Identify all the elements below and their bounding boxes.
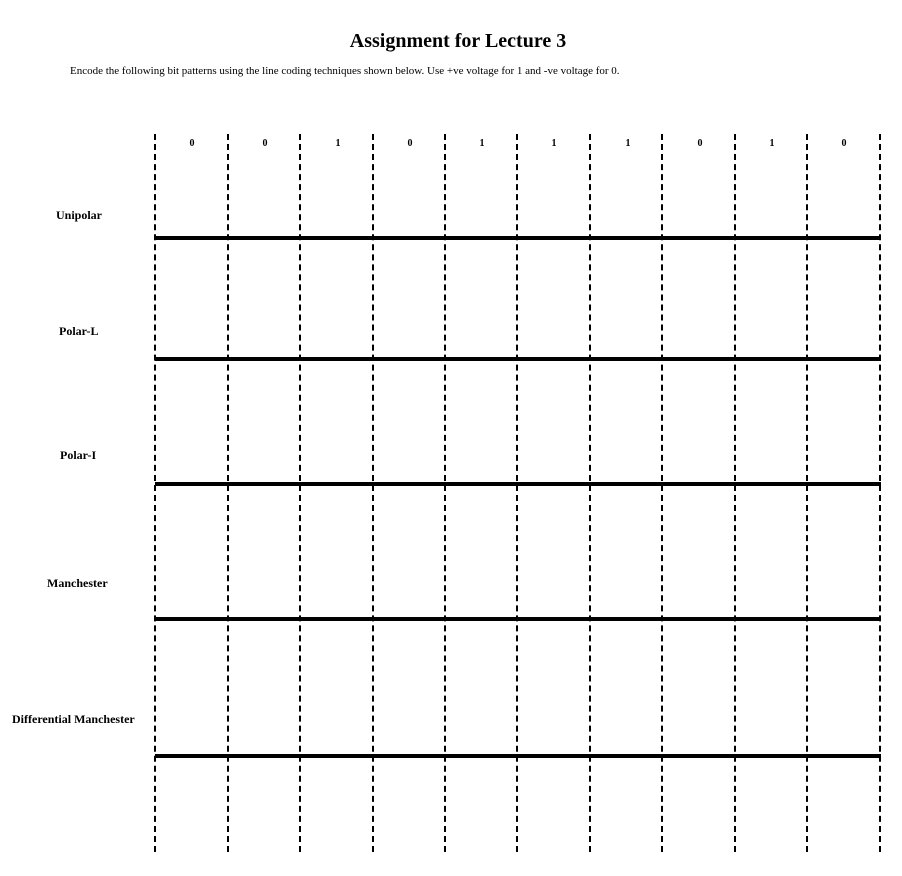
encoding-baseline-differential-manchester bbox=[155, 754, 881, 758]
bit-boundary-line bbox=[734, 134, 736, 852]
bit-value: 0 bbox=[841, 138, 847, 149]
encoding-label-unipolar: Unipolar bbox=[56, 208, 103, 222]
bit-value: 1 bbox=[769, 138, 775, 149]
bit-value: 1 bbox=[625, 138, 631, 149]
encoding-label-differential-manchester: Differential Manchester bbox=[12, 712, 135, 726]
bit-value: 1 bbox=[479, 138, 485, 149]
encoding-baseline-unipolar bbox=[155, 236, 879, 240]
bit-boundary-line bbox=[444, 134, 446, 852]
bit-boundary-line bbox=[661, 134, 663, 852]
bit-value: 0 bbox=[697, 138, 703, 149]
bit-boundary-line bbox=[516, 134, 518, 852]
bit-boundary-line bbox=[879, 134, 881, 852]
bit-value: 0 bbox=[407, 138, 413, 149]
bit-boundary-line bbox=[806, 134, 808, 852]
bit-value: 0 bbox=[189, 138, 195, 149]
bit-boundary-line bbox=[372, 134, 374, 852]
bit-boundary-line bbox=[589, 134, 591, 852]
encoding-label-polar-l: Polar-L bbox=[59, 324, 99, 338]
encoding-label-polar-i: Polar-I bbox=[60, 448, 97, 462]
page-title: Assignment for Lecture 3 bbox=[349, 30, 567, 52]
instructions-text: Encode the following bit patterns using the line coding techniques shown below. Use +ve voltage for 1 and -ve voltage for 0. bbox=[70, 65, 620, 77]
encoding-baseline-polar-l bbox=[155, 357, 881, 361]
encoding-baseline-manchester bbox=[155, 617, 879, 621]
bit-value: 1 bbox=[335, 138, 341, 149]
bit-value: 0 bbox=[262, 138, 268, 149]
encoding-label-manchester: Manchester bbox=[47, 576, 108, 590]
bit-boundary-line bbox=[227, 134, 229, 852]
encoding-baseline-polar-i bbox=[155, 482, 881, 486]
bit-boundary-line bbox=[299, 134, 301, 852]
bit-boundary-line bbox=[154, 134, 156, 852]
bit-value: 1 bbox=[551, 138, 557, 149]
